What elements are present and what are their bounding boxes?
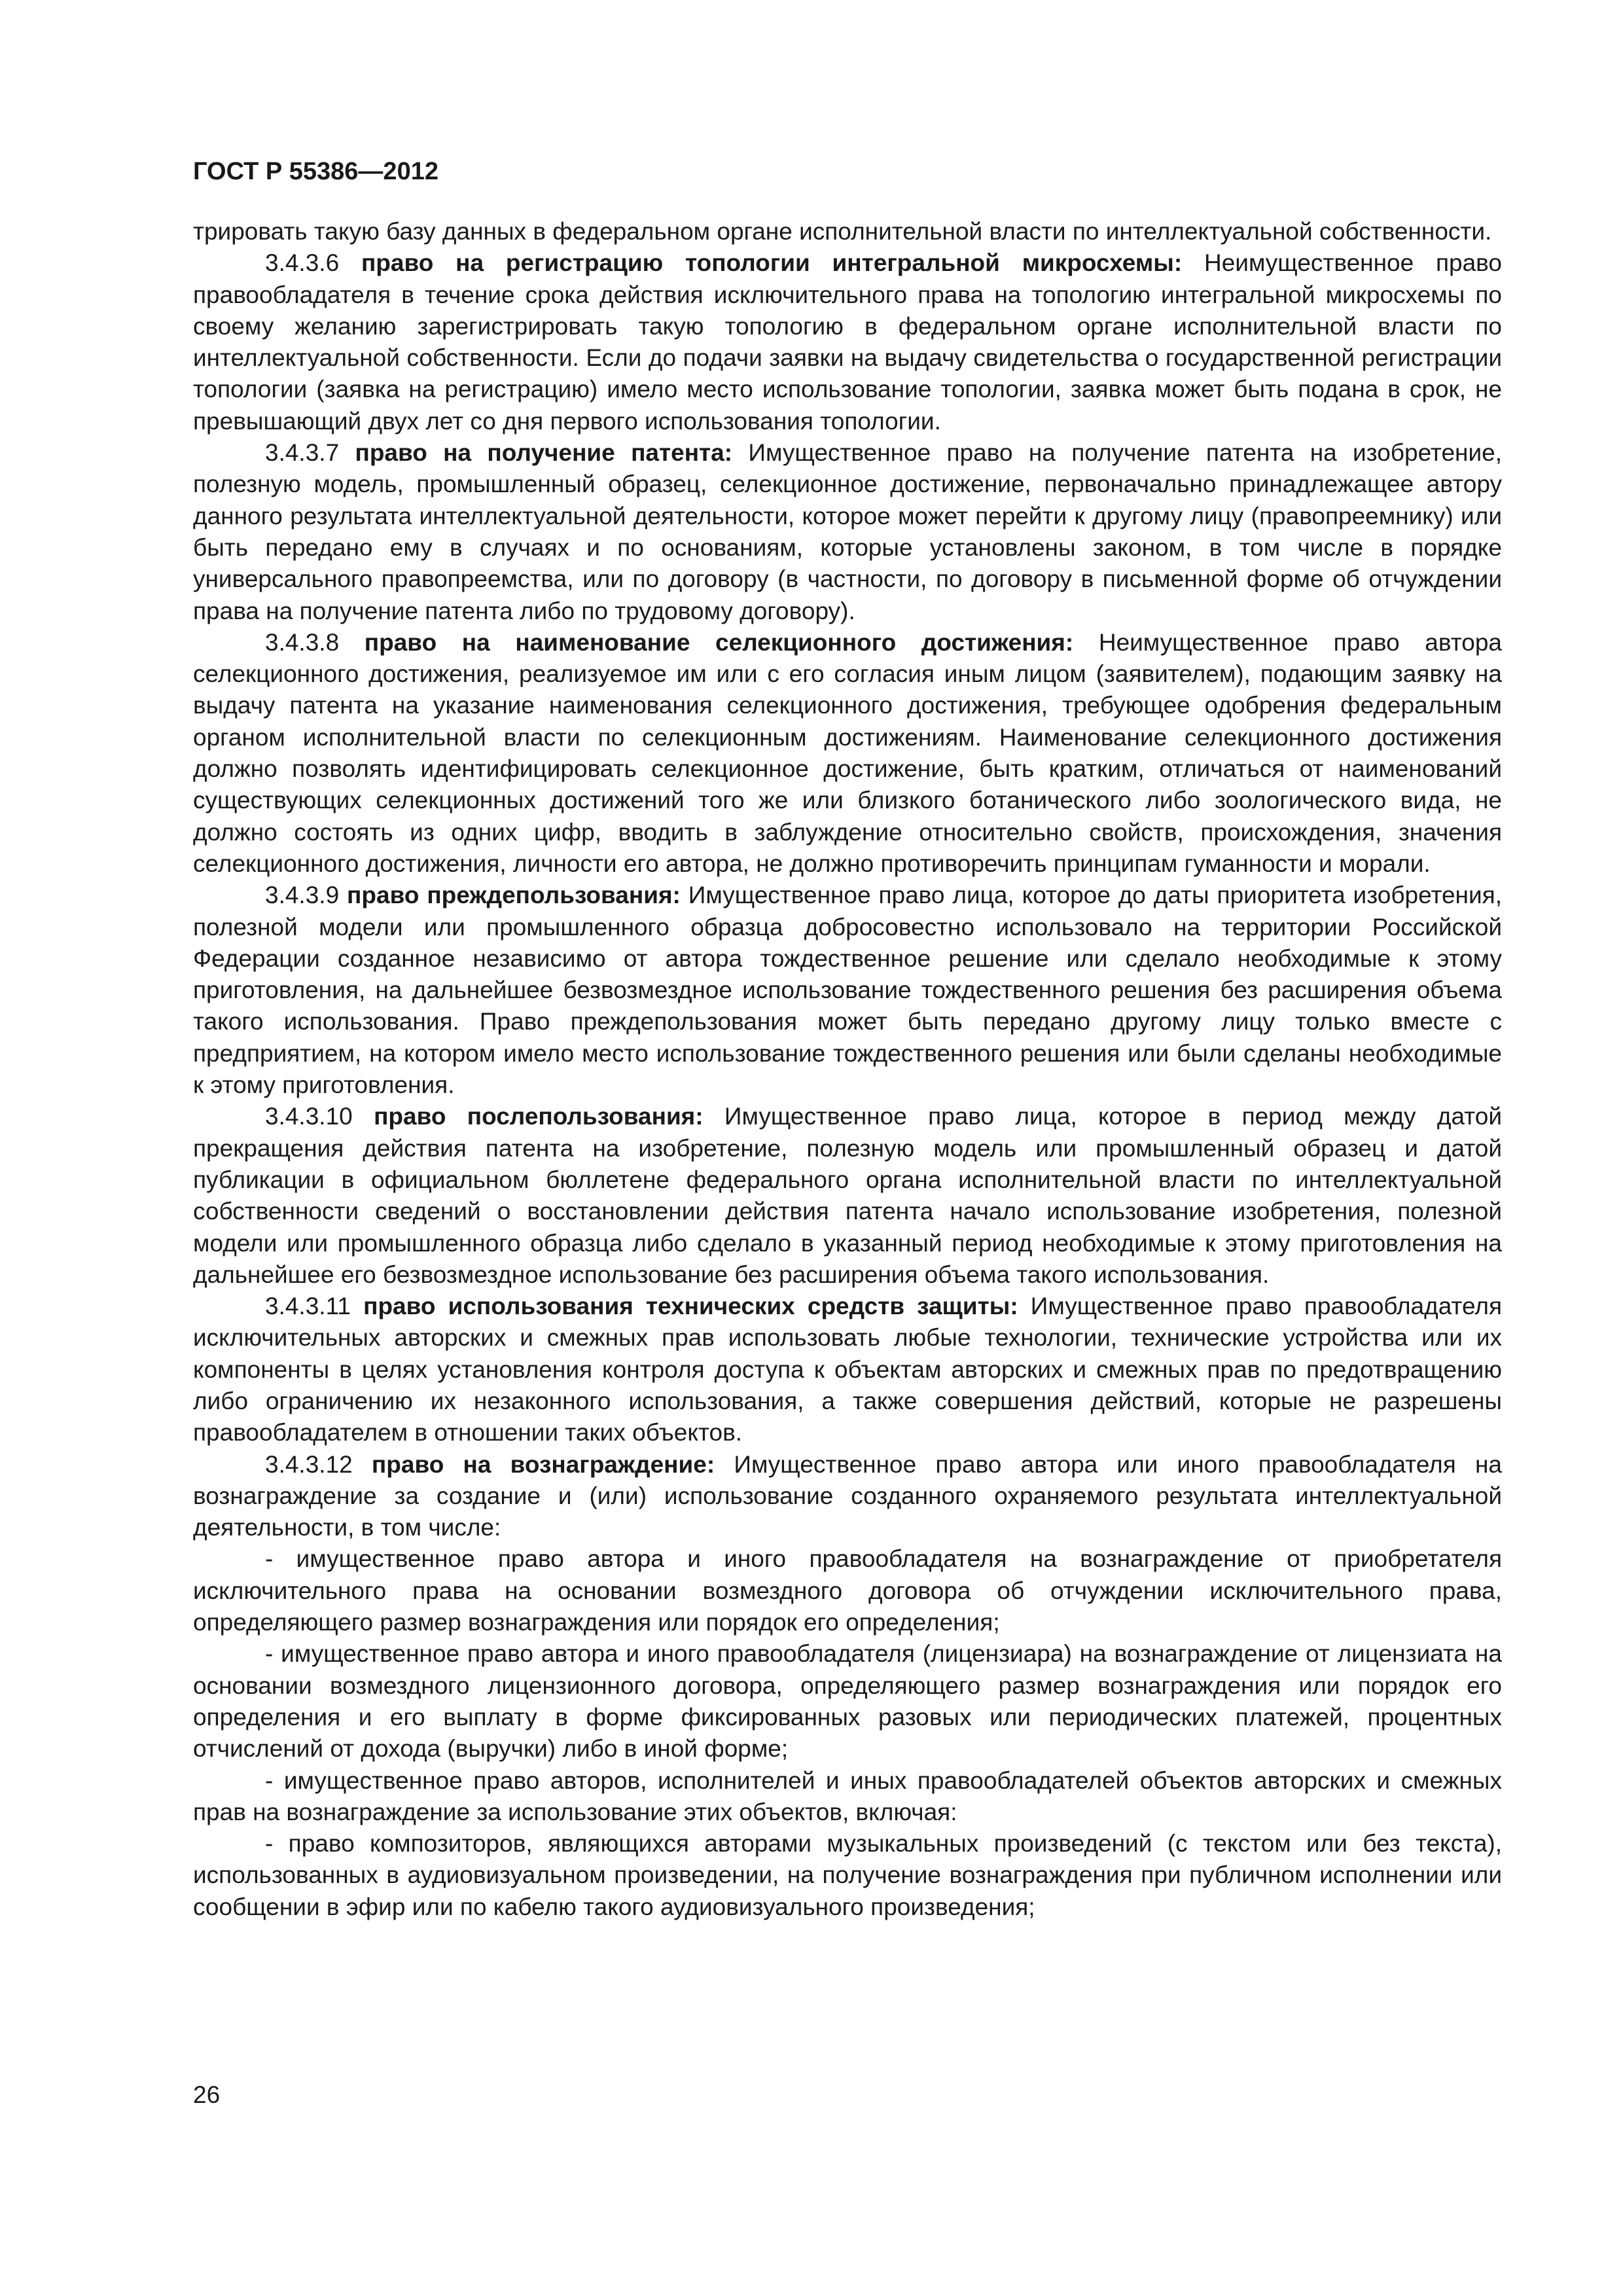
- term-heading: право на вознаграждение:: [371, 1450, 715, 1478]
- list-item: [193, 1543, 1502, 1638]
- paragraph-text: трировать такую базу данных в федеральном органе исполнительной власти по интеллектуальной собственности.: [193, 218, 1492, 245]
- definition-3-4-3-7: [193, 437, 1502, 627]
- definition-text: Имущественное право лица, которое до даты приоритета изобретения, полезной модели или промышленного образца добросовестно использовало на территории Российской Федерации созданное независимо от автора тождественное решение или сделало необходимые к этому приготовления, на дальнейшее безвозмездное использование тождественного решения без расширения объема такого использования. Право преждепользования может быть передано другому лицу только вместе с предприятием, на котором имело место использование тождественного решения или были сделаны необходимые к этому приготовления.: [193, 882, 1502, 1099]
- definition-3-4-3-10: [193, 1101, 1502, 1291]
- document-header: ГОСТ Р 55386—2012: [193, 158, 438, 185]
- list-item-text: - имущественное право авторов, исполнителей и иных правообладателей объектов авторских и смежных прав на вознаграждение за использование этих объектов, включая:: [193, 1767, 1502, 1825]
- paragraph-continuation: [193, 216, 1502, 247]
- definition-text: Имущественное право на получение патента на изобретение, полезную модель, промышленный образец, селекционное достижение, первоначально принадлежащее автору данного результата интеллектуальной деятельности, которое может перейти к другому лицу (правопреемнику) или быть передано ему в случаях и по основаниям, которые установлены законом, в том числе в порядке универсального правопреемства, или по договору (в частности, по договору в письменной форме об отчуждении права на получение патента либо по трудовому договору).: [193, 439, 1502, 624]
- term-heading: право на получение патента:: [355, 439, 733, 467]
- clause-number: 3.4.3.10: [265, 1103, 374, 1130]
- list-item: [193, 1638, 1502, 1765]
- term-heading: право на наименование селекционного достижения:: [364, 628, 1074, 656]
- definition-3-4-3-12: [193, 1449, 1502, 1544]
- clause-number: 3.4.3.7: [265, 439, 355, 467]
- definition-text: Имущественное право правообладателя исключительных авторских и смежных прав использовать любые технологии, технические устройства или их компоненты в целях установления контроля доступа к объектам авторских и смежных прав по предотвращению либо ограничению их незаконного использования, а также совершения действий, которые не разрешены правообладателем в отношении таких объектов.: [193, 1293, 1502, 1446]
- definition-text: Имущественное право лица, которое в период между датой прекращения действия патента на изобретение, полезную модель или промышленный образец и датой публикации в официальном бюллетене федерального органа исполнительной власти по интеллектуальной собственности сведений о восстановлении действия патента начало использование изобретения, полезной модели или промышленного образца либо сделало в указанный период необходимые к этому приготовления на дальнейшее его безвозмездное использование без расширения объема такого использования.: [193, 1103, 1502, 1288]
- list-item: [193, 1765, 1502, 1829]
- list-item: [193, 1828, 1502, 1923]
- clause-number: 3.4.3.9: [265, 882, 348, 909]
- definition-3-4-3-9: [193, 880, 1502, 1101]
- list-item-text: - имущественное право автора и иного правообладателя (лицензиара) на вознаграждение от лицензиата на основании возмездного лицензионного договора, определяющего размер вознаграждения или порядок его определения и его выплату в форме фиксированных разовых или периодических платежей, процентных отчислений от дохода (выручки) либо в иной форме;: [193, 1640, 1502, 1763]
- term-heading: право использования технических средств защиты:: [363, 1293, 1018, 1320]
- document-page: [193, 156, 1502, 1923]
- term-heading: право на регистрацию топологии интегральной микросхемы:: [361, 249, 1183, 277]
- definition-text: Неимущественное право правообладателя в течение срока действия исключительного права на топологию интегральной микросхемы по своему желанию зарегистрировать такую топологию в федеральном органе исполнительной власти по интеллектуальной собственности. Если до подачи заявки на выдачу свидетельства о государственной регистрации топологии (заявка на регистрацию) имело место использование топологии, заявка может быть подана в срок, не превышающий двух лет со дня первого использования топологии.: [193, 249, 1502, 435]
- definition-text: Имущественное право автора или иного правообладателя на вознаграждение за создание и (или) использование созданного охраняемого результата интеллектуальной деятельности, в том числе:: [193, 1450, 1502, 1541]
- clause-number: 3.4.3.8: [265, 628, 365, 656]
- definition-3-4-3-11: [193, 1291, 1502, 1448]
- definition-3-4-3-6: [193, 247, 1502, 437]
- clause-number: 3.4.3.6: [265, 249, 361, 277]
- term-heading: право послепользования:: [374, 1103, 704, 1130]
- page-number: 26: [193, 2081, 221, 2108]
- list-item-text: - имущественное право автора и иного правообладателя на вознаграждение от приобретателя исключительного права на основании возмездного договора об отчуждении исключительного права, определяющего размер вознаграждения или порядок его определения;: [193, 1545, 1502, 1636]
- definition-3-4-3-8: [193, 627, 1502, 880]
- list-item-text: - право композиторов, являющихся авторами музыкальных произведений (с текстом или без текста), использованных в аудиовизуальном произведении, на получение вознаграждения при публичном исполнении или сообщении в эфир или по кабелю такого аудиовизуального произведения;: [193, 1830, 1502, 1920]
- clause-number: 3.4.3.11: [265, 1293, 364, 1320]
- term-heading: право преждепользования:: [347, 882, 681, 909]
- clause-number: 3.4.3.12: [265, 1450, 372, 1478]
- definition-text: Неимущественное право автора селекционного достижения, реализуемое им или с его согласия иным лицом (заявителем), подающим заявку на выдачу патента на указание наименования селекционного достижения, требующее одобрения федеральным органом исполнительной власти по селекционным достижениям. Наименование селекционного достижения должно позволять идентифицировать селекционное достижение, быть кратким, отличаться от наименований существующих селекционных достижений того же или близкого ботанического либо зоологического вида, не должно состоять из одних цифр, вводить в заблуждение относительно свойств, происхождения, значения селекционного достижения, личности его автора, не должно противоречить принципам гуманности и морали.: [193, 628, 1502, 877]
- document-body: [193, 216, 1502, 1923]
